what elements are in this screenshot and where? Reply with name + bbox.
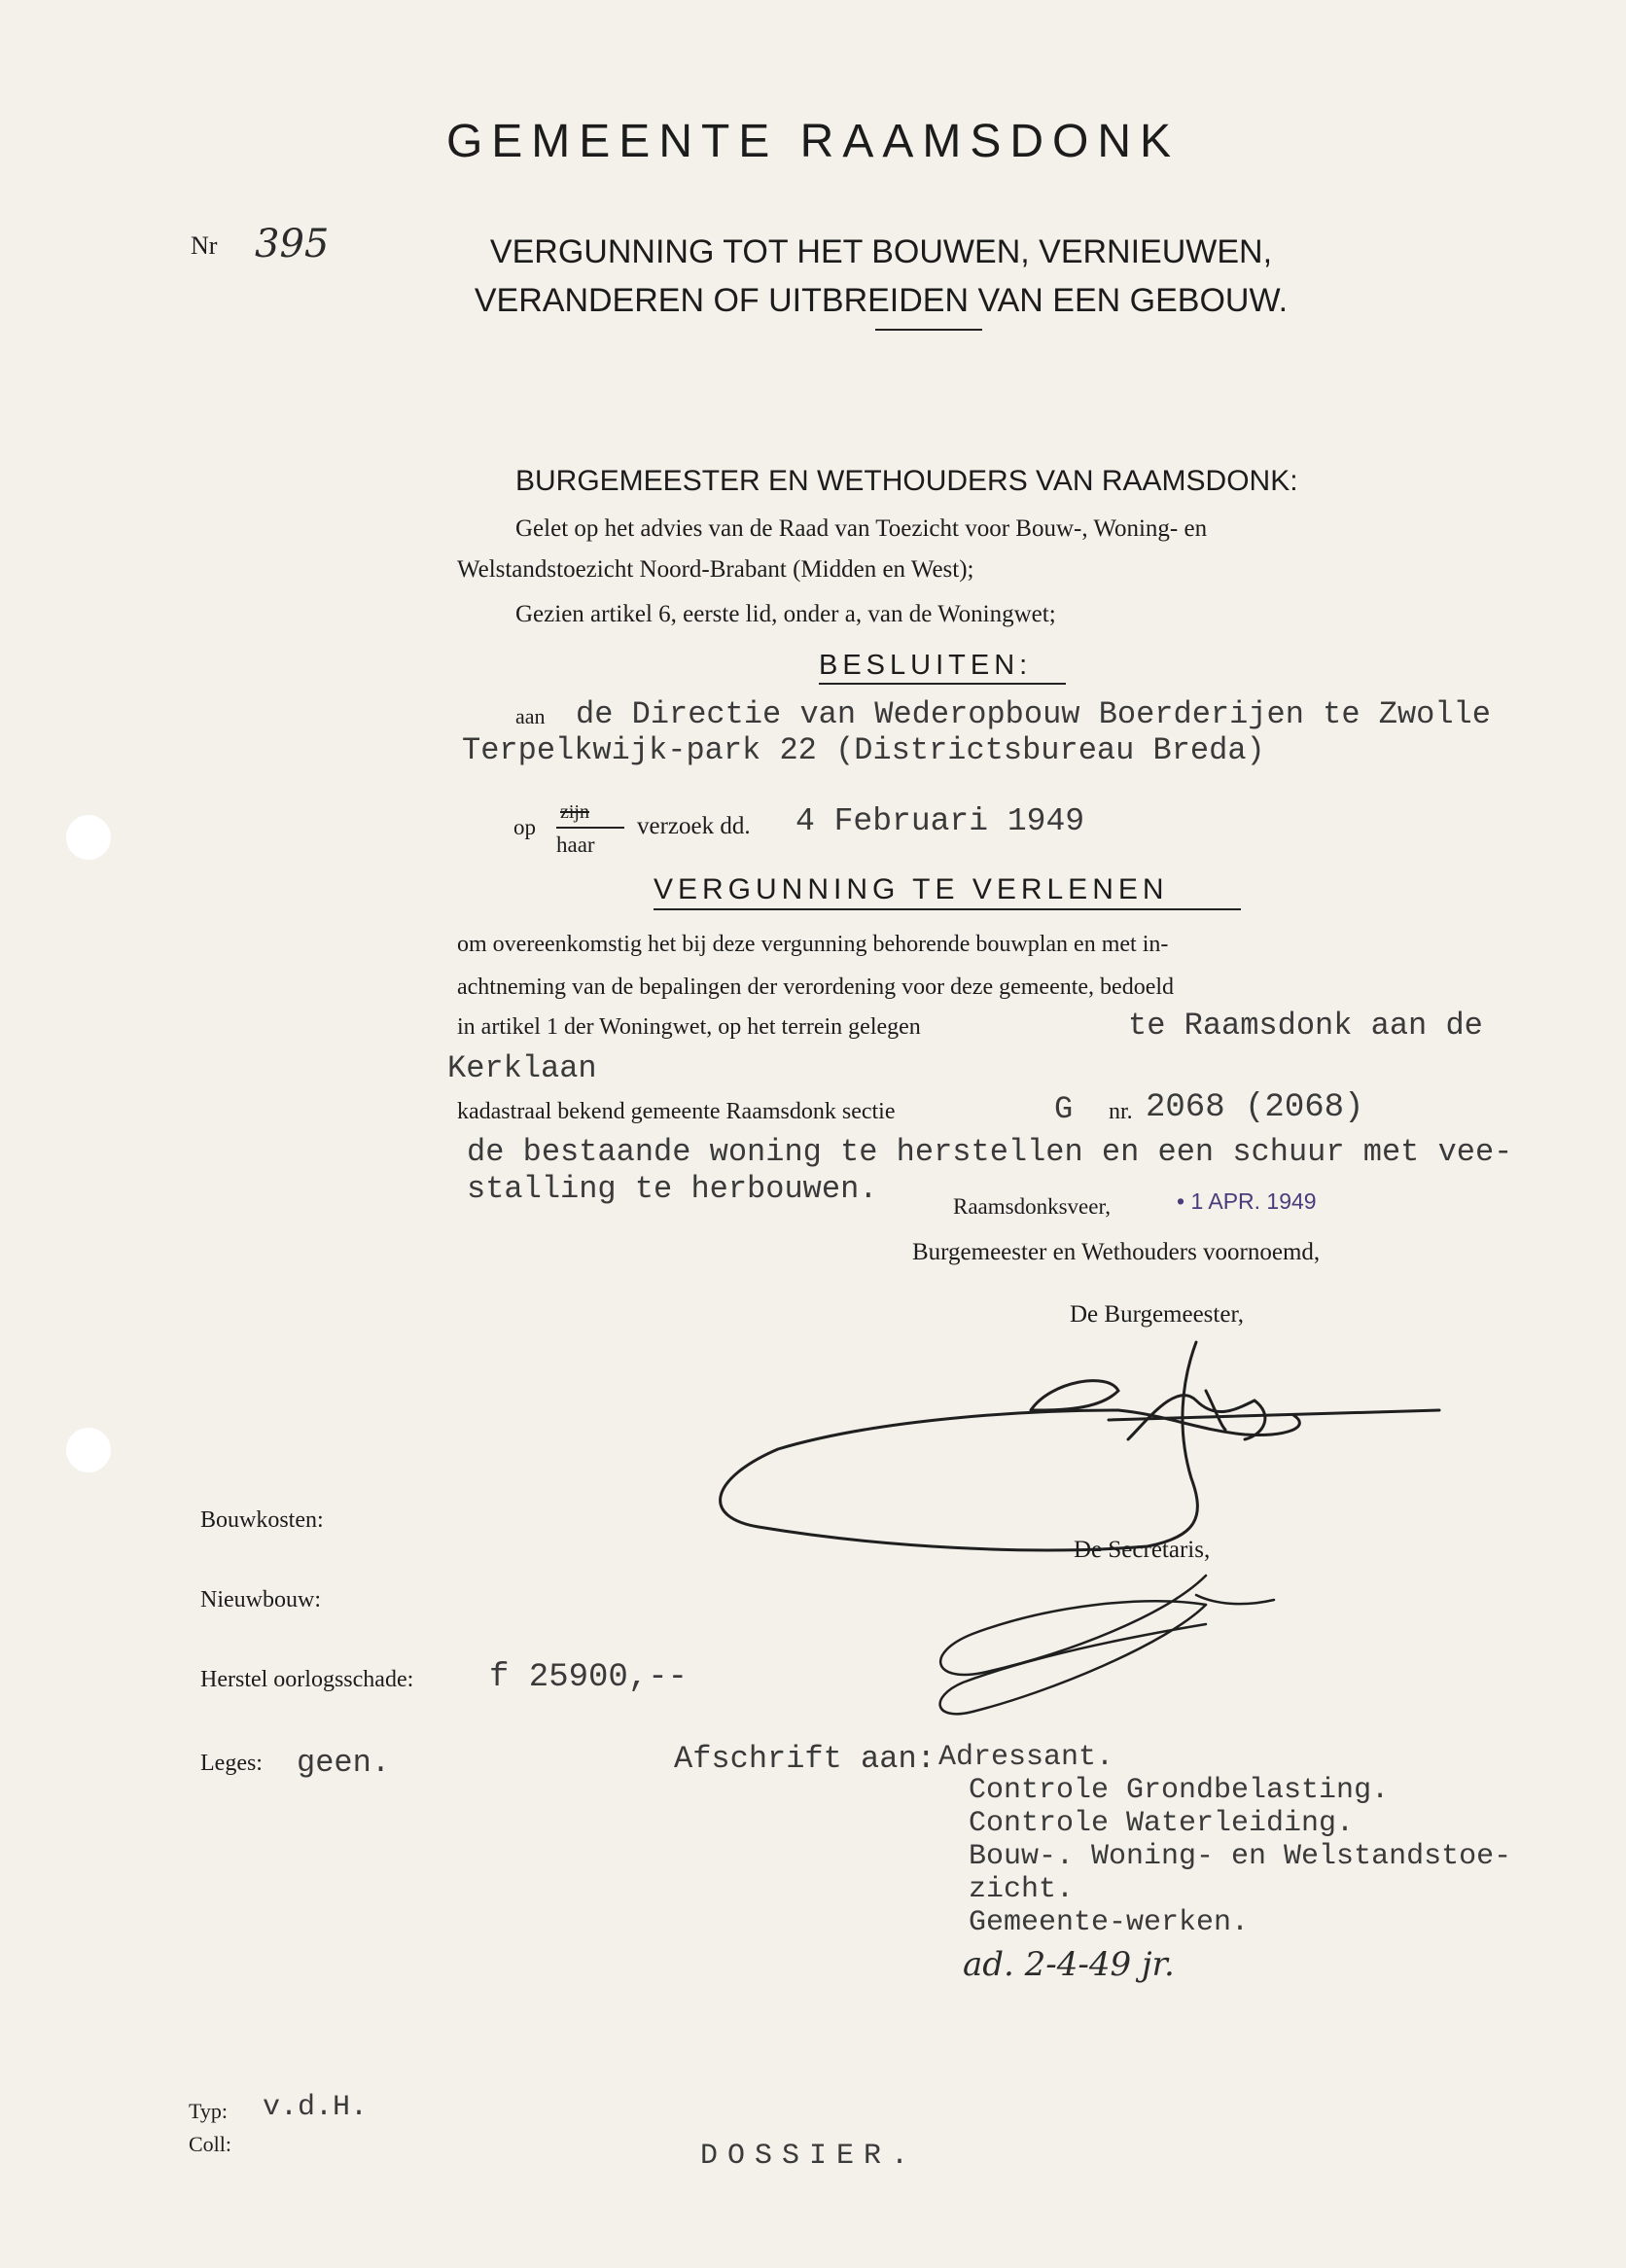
- recipient-item: Bouw-. Woning- en Welstandstoe-: [969, 1840, 1512, 1873]
- aan-label: aan: [515, 704, 546, 728]
- recipient-item: Adressant.: [938, 1741, 1114, 1774]
- leges-label: Leges:: [200, 1751, 263, 1776]
- afschrift-label: Afschrift aan:: [674, 1741, 936, 1777]
- gelet-line-2: Welstandstoezicht Noord-Brabant (Midden en West);: [457, 556, 974, 583]
- op-label: op: [513, 815, 536, 839]
- herstel-value: f 25900,--: [489, 1659, 689, 1696]
- punch-hole-top: [66, 815, 111, 860]
- place-label: Raamsdonksveer,: [953, 1194, 1111, 1219]
- punch-hole-bottom: [66, 1428, 111, 1472]
- recipient-line-1: de Directie van Wederopbouw Boerderijen te Zwolle: [576, 696, 1491, 732]
- authority-heading: BURGEMEESTER EN WETHOUDERS VAN RAAMSDONK:: [515, 465, 1298, 497]
- municipality-title: GEMEENTE RAAMSDONK: [445, 116, 1181, 167]
- work-description-line-1: de bestaande woning te herstellen en een schuur met vee-: [467, 1134, 1513, 1170]
- verzoek-label: verzoek dd.: [637, 813, 751, 839]
- kadastraal-label: kadastraal bekend gemeente Raamsdonk sectie: [457, 1099, 896, 1124]
- besluiten-underline: [819, 683, 1066, 685]
- location-value: te Raamsdonk aan de: [1128, 1008, 1483, 1044]
- herstel-label: Herstel oorlogsschade:: [200, 1667, 414, 1692]
- burgemeester-label: De Burgemeester,: [1070, 1301, 1245, 1328]
- haar-option: haar: [556, 833, 595, 857]
- om-line-2: achtneming van de bepalingen der verordening voor deze gemeente, bedoeld: [457, 975, 1175, 1000]
- recipient-item: Controle Waterleiding.: [969, 1807, 1355, 1840]
- burgemeester-signature: [721, 1342, 1439, 1550]
- zijn-haar-divider: [556, 827, 624, 829]
- street-value: Kerklaan: [447, 1050, 597, 1086]
- nieuwbouw-label: Nieuwbouw:: [200, 1587, 321, 1612]
- typ-label: Typ:: [189, 2099, 229, 2123]
- om-line-3: in artikel 1 der Woningwet, op het terrein gelegen: [457, 1014, 921, 1040]
- leges-value: geen.: [297, 1745, 391, 1781]
- permit-number-label: Nr: [191, 231, 218, 260]
- vergunning-underline: [654, 908, 1241, 910]
- permit-subtitle-line2: VERANDEREN OF UITBREIDEN VAN EEN GEBOUW.: [474, 282, 1289, 319]
- date-stamp: • 1 APR. 1949: [1177, 1188, 1317, 1214]
- handwritten-initials: ad. 2-4-49 jr.: [963, 1945, 1175, 1984]
- sectie-value: G: [1054, 1091, 1074, 1127]
- request-date: 4 Februari 1949: [795, 803, 1085, 839]
- bw-voornoemd: Burgemeester en Wethouders voornoemd,: [912, 1239, 1321, 1265]
- coll-label: Coll:: [189, 2132, 232, 2156]
- parcel-nr-label: nr.: [1109, 1099, 1133, 1124]
- recipient-item: Gemeente-werken.: [969, 1906, 1250, 1939]
- gezien-line: Gezien artikel 6, eerste lid, onder a, van de Woningwet;: [515, 601, 1056, 627]
- zijn-struck: zijn: [560, 801, 589, 823]
- recipient-line-2: Terpelkwijk-park 22 (Districtsbureau Breda): [462, 732, 1265, 768]
- recipient-item: Controle Grondbelasting.: [969, 1774, 1390, 1807]
- subtitle-divider: [875, 329, 982, 331]
- typ-value: v.d.H.: [263, 2091, 369, 2124]
- bouwkosten-label: Bouwkosten:: [200, 1507, 324, 1533]
- parcel-value: 2068 (2068): [1146, 1089, 1364, 1126]
- om-line-1: om overeenkomstig het bij deze vergunning behorende bouwplan en met in-: [457, 932, 1169, 957]
- secretaris-label: De Secretaris,: [1074, 1537, 1211, 1563]
- besluiten-heading: BESLUITEN:: [819, 650, 1033, 681]
- recipient-item: zicht.: [969, 1873, 1075, 1906]
- permit-subtitle-line1: VERGUNNING TOT HET BOUWEN, VERNIEUWEN,: [489, 233, 1273, 270]
- dossier-label: DOSSIER.: [700, 2140, 919, 2173]
- secretaris-signature: [940, 1576, 1274, 1714]
- vergunning-heading: VERGUNNING TE VERLENEN: [654, 873, 1169, 905]
- gelet-line-1: Gelet op het advies van de Raad van Toezicht voor Bouw-, Woning- en: [515, 515, 1208, 542]
- permit-number-value: 395: [255, 222, 330, 266]
- work-description-line-2: stalling te herbouwen.: [467, 1171, 878, 1207]
